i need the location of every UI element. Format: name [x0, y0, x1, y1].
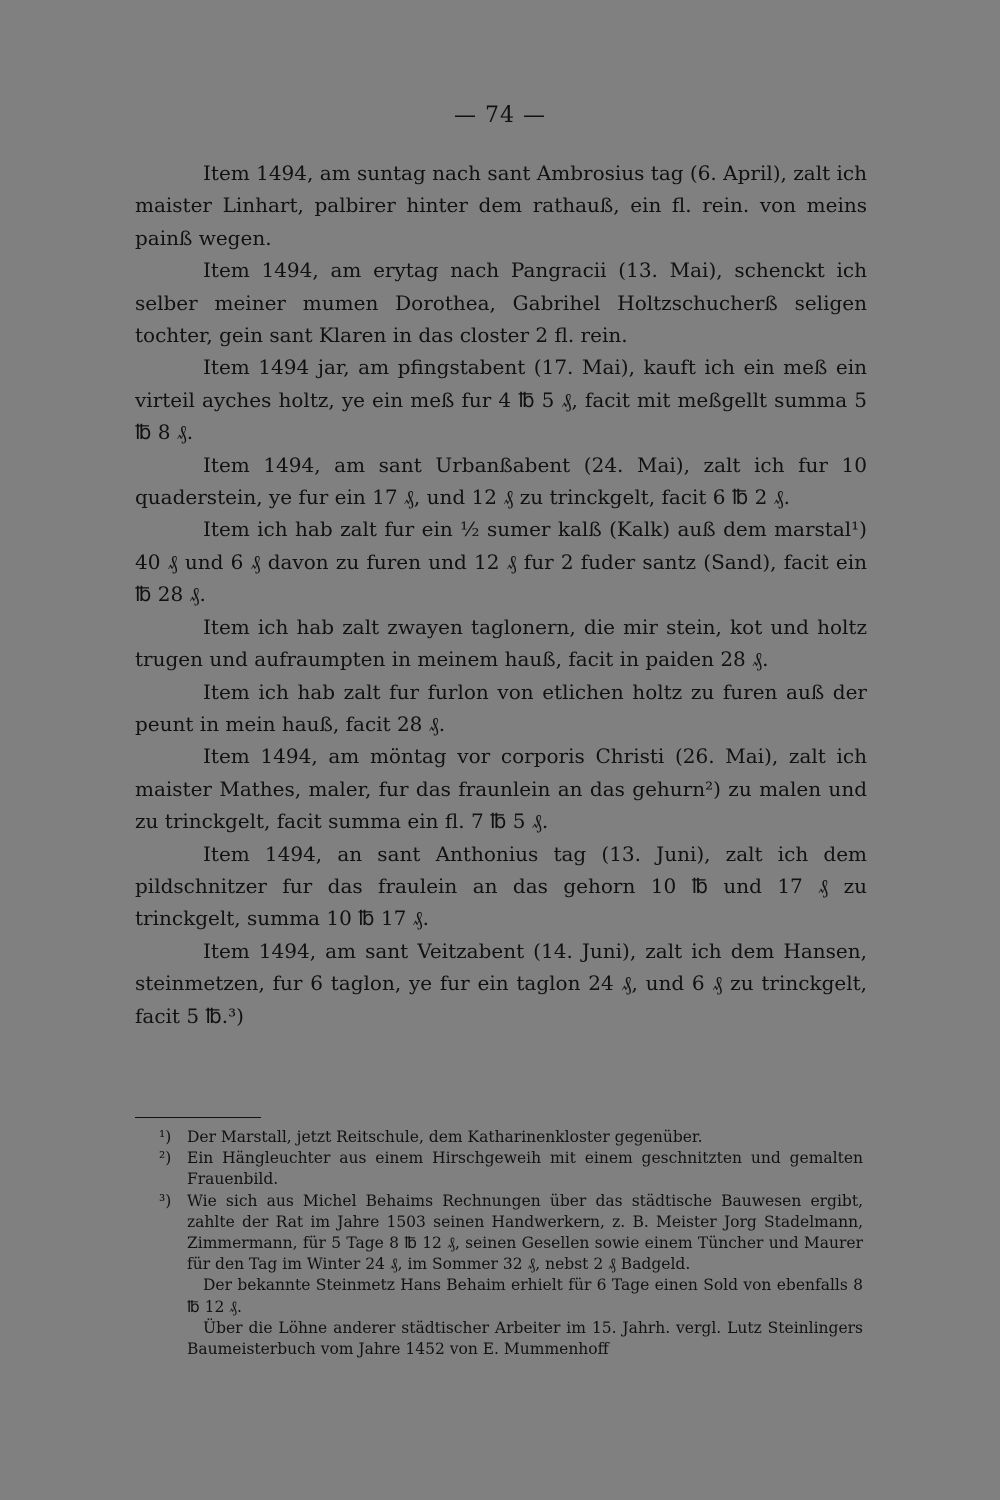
footnote-1-text: Der Marstall, jetzt Reitschule, dem Katharinenkloster gegenüber.	[187, 1128, 703, 1146]
paragraph-april-6: Item 1494, am suntag nach sant Ambrosius tag (6. April), zalt ich maister Linhart, palbirer hinter dem rathauß, ein fl. rein. von meins painß wegen.	[135, 161, 867, 250]
paragraph-furlon: Item ich hab zalt fur furlon von etlichen holtz zu furen auß der peunt in mein hauß, facit 28 ₰.	[135, 679, 867, 736]
footnote-1-mark: ¹)	[159, 1128, 172, 1146]
paragraph-may-17: Item 1494 jar, am pfingstabent (17. Mai), kauft ich ein meß ein virteil ayches holtz, ye ein meß fur 4 ℔ 5 ₰, facit mit meßgellt summa 5 ℔ 8 ₰.	[135, 355, 867, 445]
paragraph-june-13: Item 1494, an sant Anthonius tag (13. Juni), zalt ich dem pildschnitzer fur das fraulein an das gehorn 10 ℔ und 17 ₰ zu trinckgelt, summa 10 ℔ 17 ₰.	[135, 841, 867, 931]
footnote-1	[135, 1127, 863, 1148]
main-text	[135, 157, 867, 1032]
paragraph-kalk: Item ich hab zalt fur ein ½ sumer kalß (Kalk) auß dem marstal¹) 40 ₰ und 6 ₰ davon zu furen und 12 ₰ fur 2 fuder santz (Sand), facit ein ℔ 28 ₰.	[135, 517, 867, 607]
paragraph-may-13: Item 1494, am erytag nach Pangracii (13. Mai), schenckt ich selber meiner mumen Dorothea, Gabrihel Holtzschucherß seligen tochter, gein sant Klaren in das closter 2 fl. rein.	[135, 258, 867, 348]
footnote-2-mark: ²)	[159, 1149, 172, 1168]
paragraph-june-14: Item 1494, am sant Veitzabent (14. Juni), zalt ich dem Hansen, steinmetzen, fur 6 taglon, ye fur ein taglon 24 ₰, und 6 ₰ zu trinckgelt, facit 5 ℔.³)	[135, 938, 867, 1028]
footnote-3-continuation-1: Der bekannte Steinmetz Hans Behaim erhielt für 6 Tage einen Sold von ebenfalls 8 ℔ 12 ₰.	[187, 1276, 863, 1316]
footnote-3-continuation-2: Über die Löhne anderer städtischer Arbeiter im 15. Jahrh. vergl. Lutz Steinlingers Baumeisterbuch vom Jahre 1452 von E. Mummenhoff	[187, 1318, 863, 1359]
footnote-divider	[135, 1117, 261, 1118]
page-number: — 74 —	[454, 103, 546, 128]
paragraph-may-24: Item 1494, am sant Urbanßabent (24. Mai), zalt ich fur 10 quaderstein, ye fur ein 17 ₰, und 12 ₰ zu trinckgelt, facit 6 ℔ 2 ₰.	[135, 452, 867, 510]
paragraph-may-26: Item 1494, am möntag vor corporis Christi (26. Mai), zalt ich maister Mathes, maler, fur das fraunlein an das gehurn²) zu malen und zu trinckgelt, facit summa ein fl. 7 ℔ 5 ₰.	[135, 744, 867, 834]
paragraph-taglonern: Item ich hab zalt zwayen taglonern, die mir stein, kot und holtz trugen und aufraumpten in meinem hauß, facit in paiden 28 ₰.	[135, 614, 867, 672]
footnote-2	[135, 1148, 863, 1190]
footnotes	[135, 1127, 863, 1360]
footnote-3-mark: ³)	[159, 1191, 172, 1210]
footnote-2-text: Ein Hängleuchter aus einem Hirschgeweih mit einem geschnitzten und gemalten Frauenbild.	[187, 1149, 863, 1189]
footnote-3-text: Wie sich aus Michel Behaims Rechnungen über das städtische Bauwesen ergibt, zahlte der Rat im Jahre 1503 seinen Handwerkern, z. B. Meister Jorg Stadelmann, Zimmermann, für 5 Tage 8 ℔ 12 ₰, seinen Gesellen sowie einem Tüncher und Maurer für den Tag im Winter 24 ₰, im Sommer 32 ₰, nebst 2 ₰ Badgeld.	[187, 1191, 863, 1274]
footnote-3	[135, 1191, 863, 1276]
